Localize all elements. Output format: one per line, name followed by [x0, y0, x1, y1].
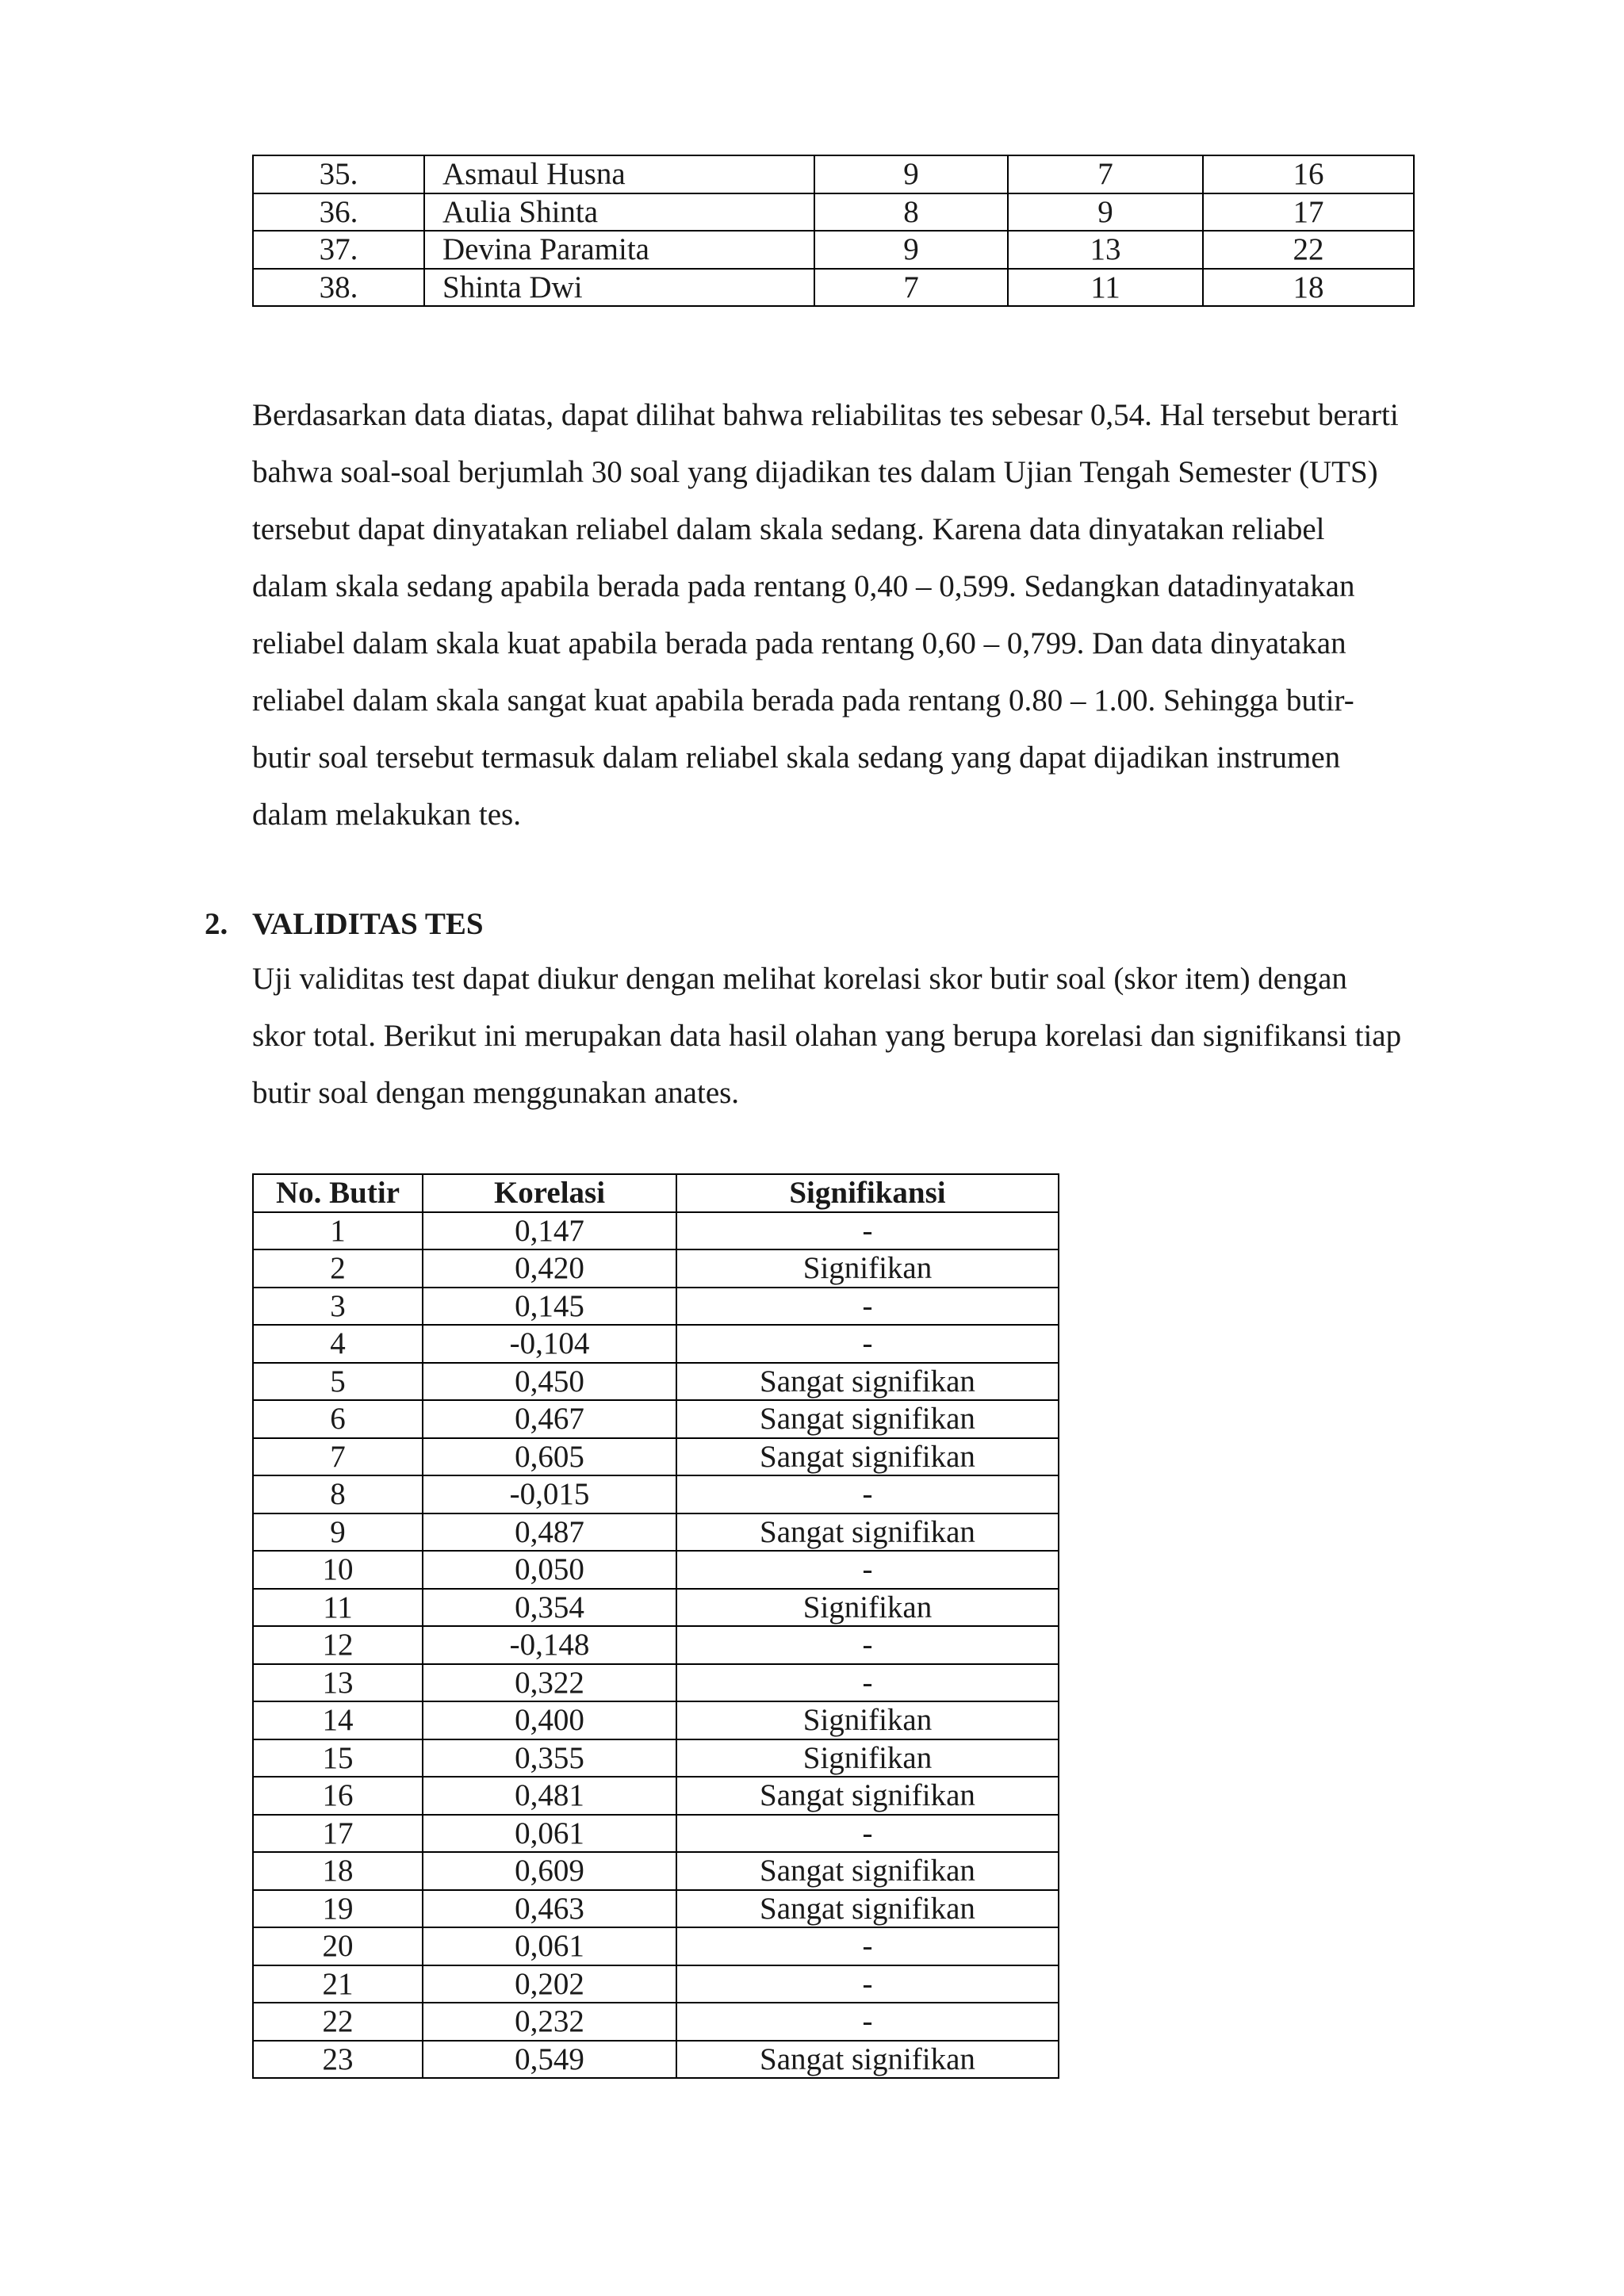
correlation-value: 0,450: [423, 1363, 676, 1401]
paragraph-line: dalam melakukan tes.: [252, 798, 521, 832]
score-total: 16: [1203, 155, 1414, 193]
reliability-paragraph: [252, 387, 1489, 844]
table-row: [253, 1927, 1059, 1965]
item-number: 21: [253, 1965, 423, 2003]
paragraph-line: Uji validitas test dapat diukur dengan melihat korelasi skor butir soal (skor item) dengan: [252, 962, 1347, 996]
table-row: [253, 2003, 1059, 2041]
table-row: [253, 155, 1414, 193]
column-header-signifikansi: Signifikansi: [676, 1174, 1059, 1212]
correlation-value: 0,467: [423, 1400, 676, 1438]
table-row: [253, 1664, 1059, 1702]
student-name: Shinta Dwi: [424, 269, 814, 307]
validity-table-body: [253, 1212, 1059, 2079]
item-number: 8: [253, 1475, 423, 1513]
correlation-value: 0,400: [423, 1701, 676, 1739]
item-number: 13: [253, 1664, 423, 1702]
item-number: 1: [253, 1212, 423, 1250]
score-b: 13: [1008, 231, 1203, 269]
section-title: VALIDITAS TES: [252, 907, 484, 941]
significance-value: Sangat signifikan: [676, 1513, 1059, 1552]
table-row: [253, 193, 1414, 232]
significance-value: -: [676, 1288, 1059, 1326]
table-row: [253, 1701, 1059, 1739]
table-row: [253, 1739, 1059, 1777]
table-row: [253, 1288, 1059, 1326]
paragraph-line: bahwa soal-soal berjumlah 30 soal yang dijadikan tes dalam Ujian Tengah Semester (UTS): [252, 455, 1378, 489]
score-a: 8: [814, 193, 1008, 232]
correlation-value: -0,104: [423, 1325, 676, 1363]
item-number: 11: [253, 1589, 423, 1627]
table-row: [253, 231, 1414, 269]
correlation-value: -0,015: [423, 1475, 676, 1513]
significance-value: Sangat signifikan: [676, 1438, 1059, 1476]
correlation-value: 0,549: [423, 2041, 676, 2079]
significance-value: Signifikan: [676, 1701, 1059, 1739]
section-number: 2.: [205, 907, 228, 941]
correlation-value: 0,481: [423, 1777, 676, 1815]
table-row: [253, 1890, 1059, 1928]
correlation-value: -0,148: [423, 1626, 676, 1664]
significance-value: Sangat signifikan: [676, 1400, 1059, 1438]
item-number: 20: [253, 1927, 423, 1965]
table-row: [253, 1852, 1059, 1890]
item-number: 5: [253, 1363, 423, 1401]
significance-value: Sangat signifikan: [676, 1777, 1059, 1815]
correlation-value: 0,355: [423, 1739, 676, 1777]
table-row: [253, 1438, 1059, 1476]
item-number: 23: [253, 2041, 423, 2079]
table-row: [253, 2041, 1059, 2079]
row-number: 36.: [253, 193, 424, 232]
correlation-value: 0,061: [423, 1927, 676, 1965]
paragraph-line: butir soal tersebut termasuk dalam reliabel skala sedang yang dapat dijadikan instrumen: [252, 740, 1341, 775]
item-number: 16: [253, 1777, 423, 1815]
item-number: 12: [253, 1626, 423, 1664]
student-name: Devina Paramita: [424, 231, 814, 269]
significance-value: Signifikan: [676, 1589, 1059, 1627]
table-row: [253, 1400, 1059, 1438]
significance-value: Sangat signifikan: [676, 1363, 1059, 1401]
item-number: 4: [253, 1325, 423, 1363]
significance-value: -: [676, 1325, 1059, 1363]
significance-value: Sangat signifikan: [676, 1852, 1059, 1890]
significance-value: -: [676, 1664, 1059, 1702]
correlation-value: 0,061: [423, 1815, 676, 1853]
score-a: 9: [814, 155, 1008, 193]
significance-value: -: [676, 1965, 1059, 2003]
score-b: 7: [1008, 155, 1203, 193]
correlation-value: 0,050: [423, 1551, 676, 1589]
item-number: 2: [253, 1249, 423, 1288]
significance-value: Signifikan: [676, 1249, 1059, 1288]
significance-value: -: [676, 2003, 1059, 2041]
score-b: 9: [1008, 193, 1203, 232]
significance-value: -: [676, 1212, 1059, 1250]
correlation-value: 0,322: [423, 1664, 676, 1702]
table-row: [253, 1475, 1059, 1513]
table-row: [253, 1777, 1059, 1815]
correlation-value: 0,609: [423, 1852, 676, 1890]
table-row: [253, 1249, 1059, 1288]
significance-value: Sangat signifikan: [676, 2041, 1059, 2079]
correlation-value: 0,354: [423, 1589, 676, 1627]
table-row: [253, 269, 1414, 307]
paragraph-line: reliabel dalam skala kuat apabila berada pada rentang 0,60 – 0,799. Dan data dinyatakan: [252, 626, 1346, 660]
score-a: 7: [814, 269, 1008, 307]
row-number: 37.: [253, 231, 424, 269]
correlation-value: 0,463: [423, 1890, 676, 1928]
significance-value: -: [676, 1551, 1059, 1589]
table-row: [253, 1513, 1059, 1552]
paragraph-line: butir soal dengan menggunakan anates.: [252, 1076, 740, 1110]
item-number: 7: [253, 1438, 423, 1476]
correlation-value: 0,232: [423, 2003, 676, 2041]
column-header-no-butir: No. Butir: [253, 1174, 423, 1212]
item-number: 10: [253, 1551, 423, 1589]
correlation-value: 0,420: [423, 1249, 676, 1288]
item-number: 6: [253, 1400, 423, 1438]
student-name: Aulia Shinta: [424, 193, 814, 232]
correlation-value: 0,605: [423, 1438, 676, 1476]
section-heading: [205, 896, 484, 953]
column-header-korelasi: Korelasi: [423, 1174, 676, 1212]
validity-table: [252, 1173, 1059, 2079]
significance-value: -: [676, 1475, 1059, 1513]
item-number: 3: [253, 1288, 423, 1326]
item-number: 18: [253, 1852, 423, 1890]
paragraph-line: reliabel dalam skala sangat kuat apabila berada pada rentang 0.80 – 1.00. Sehingga butir-: [252, 683, 1354, 718]
score-a: 9: [814, 231, 1008, 269]
significance-value: Signifikan: [676, 1739, 1059, 1777]
item-number: 19: [253, 1890, 423, 1928]
validity-paragraph: [252, 951, 1489, 1122]
significance-value: Sangat signifikan: [676, 1890, 1059, 1928]
item-number: 9: [253, 1513, 423, 1552]
paragraph-line: Berdasarkan data diatas, dapat dilihat bahwa reliabilitas tes sebesar 0,54. Hal tersebut berarti: [252, 398, 1399, 432]
table-header-row: [253, 1174, 1059, 1212]
item-number: 22: [253, 2003, 423, 2041]
student-name: Asmaul Husna: [424, 155, 814, 193]
table-row: [253, 1363, 1059, 1401]
correlation-value: 0,147: [423, 1212, 676, 1250]
significance-value: -: [676, 1626, 1059, 1664]
row-number: 35.: [253, 155, 424, 193]
score-total: 22: [1203, 231, 1414, 269]
table-row: [253, 1551, 1059, 1589]
correlation-value: 0,487: [423, 1513, 676, 1552]
paragraph-line: skor total. Berikut ini merupakan data hasil olahan yang berupa korelasi dan signifikansi tiap: [252, 1019, 1402, 1053]
correlation-value: 0,202: [423, 1965, 676, 2003]
table-row: [253, 1325, 1059, 1363]
table-row: [253, 1965, 1059, 2003]
table-row: [253, 1815, 1059, 1853]
score-table: [252, 155, 1415, 307]
row-number: 38.: [253, 269, 424, 307]
item-number: 15: [253, 1739, 423, 1777]
significance-value: -: [676, 1815, 1059, 1853]
table-row: [253, 1626, 1059, 1664]
item-number: 17: [253, 1815, 423, 1853]
paragraph-line: tersebut dapat dinyatakan reliabel dalam skala sedang. Karena data dinyatakan reliabel: [252, 512, 1325, 546]
score-total: 17: [1203, 193, 1414, 232]
table-row: [253, 1212, 1059, 1250]
score-b: 11: [1008, 269, 1203, 307]
significance-value: -: [676, 1927, 1059, 1965]
score-total: 18: [1203, 269, 1414, 307]
item-number: 14: [253, 1701, 423, 1739]
correlation-value: 0,145: [423, 1288, 676, 1326]
paragraph-line: dalam skala sedang apabila berada pada rentang 0,40 – 0,599. Sedangkan datadinyatakan: [252, 569, 1355, 603]
table-row: [253, 1589, 1059, 1627]
